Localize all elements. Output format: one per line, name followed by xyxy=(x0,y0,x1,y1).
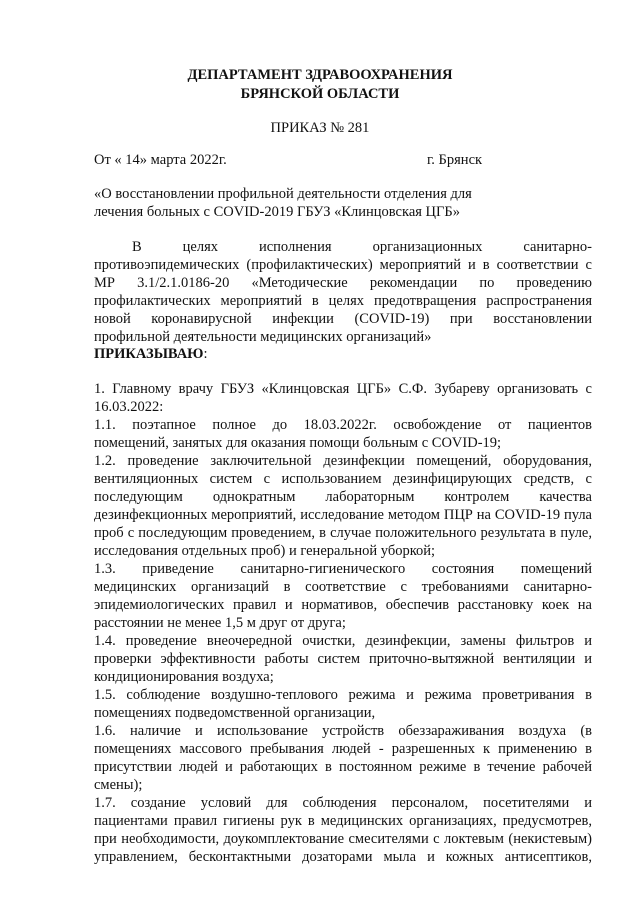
body-line: помещениях массового пребывания людей - разрешенных к применению в xyxy=(94,741,592,757)
subject-line: лечения больных с COVID-2019 ГБУЗ «Клинцовская ЦГБ» xyxy=(94,204,460,220)
body-line: управлением, бесконтактными дозаторами мыла и кожных антисептиков, xyxy=(94,849,592,865)
body-line: проверки эффективности работы систем приточно-вытяжной вентиляции и xyxy=(94,651,592,667)
order-date: От « 14» марта 2022г. xyxy=(94,152,227,168)
body-line: 1.5. соблюдение воздушно-теплового режима и режима проветривания в xyxy=(94,687,592,703)
body-line: медицинских организаций в соответствие с требованиями санитарно- xyxy=(94,579,592,595)
preamble-line: профильной деятельности медицинских организаций» xyxy=(94,329,432,345)
body-line: помещениях подведомственной организации, xyxy=(94,705,376,721)
body-line: исследования отдельных проб) и генеральной уборкой; xyxy=(94,543,436,559)
body-line: дезинфекционных мероприятий, исследование методом ПЦР на COVID-19 пула xyxy=(94,507,592,523)
body-line: присутствии людей и работающих в постоянном режиме в течение рабочей xyxy=(94,759,592,775)
body-line: 1.4. проведение внеочередной очистки, дезинфекции, замены фильтров и xyxy=(94,633,592,649)
department-title-line1: ДЕПАРТАМЕНТ ЗДРАВООХРАНЕНИЯ xyxy=(187,67,453,83)
order-colon: : xyxy=(203,346,208,362)
body-line: вентиляционных систем с использованием дезинфицирующих средств, с xyxy=(94,471,592,487)
order-heading xyxy=(94,345,592,364)
preamble-line: противоэпидемических (профилактических) мероприятий и в соответствии с xyxy=(94,257,592,273)
body-line: 1.7. создание условий для соблюдения персоналом, посетителями и xyxy=(94,795,592,811)
body-line: пациентами правил гигиены рук в медицинских организациях, предусмотрев, xyxy=(94,813,592,829)
preamble-line: МР 3.1/2.1.0186-20 «Методические рекомендации по проведению xyxy=(94,275,592,291)
order-title: ПРИКАЗ № 281 xyxy=(270,120,370,136)
preamble-line: В целях исполнения организационных санитарно- xyxy=(132,239,592,255)
body-line: последующим однократным лабораторным контролем качества xyxy=(94,489,592,505)
body-line: смены); xyxy=(94,777,143,793)
department-title-line2: БРЯНСКОЙ ОБЛАСТИ xyxy=(240,86,400,102)
preamble-line: профилактических мероприятий в целях предотвращения распространения xyxy=(94,293,592,309)
preamble-line: новой коронавирусной инфекции (COVID-19) при восстановлении xyxy=(94,311,592,327)
body-line: расстоянии не менее 1,5 м друг от друга; xyxy=(94,615,346,631)
body-line: 1.3. приведение санитарно-гигиенического состояния помещений xyxy=(94,561,592,577)
body-line: при необходимости, доукомплектование смесителями с локтевым (некистевым) xyxy=(94,831,592,847)
subject-line: «О восстановлении профильной деятельности отделения для xyxy=(94,186,472,202)
body-line: 1.1. поэтапное полное до 18.03.2022г. освобождение от пациентов xyxy=(94,417,592,433)
body-line: 1.2. проведение заключительной дезинфекции помещений, оборудования, xyxy=(94,453,592,469)
body-line: 1.6. наличие и использование устройств обеззараживания воздуха (в xyxy=(94,723,592,739)
body-line: 1. Главному врачу ГБУЗ «Клинцовская ЦГБ» С.Ф. Зубареву организовать с xyxy=(94,381,592,397)
order-word: ПРИКАЗЫВАЮ xyxy=(94,346,204,362)
order-city: г. Брянск xyxy=(427,152,483,168)
body-line: проб с последующим проведением, в случае положительного результата в пуле, xyxy=(94,525,592,541)
body-line: эпидемиологических правил и нормативов, обеспечив расстановку коек на xyxy=(94,597,592,613)
body-line: 16.03.2022: xyxy=(94,399,164,415)
body-line: кондиционирования воздуха; xyxy=(94,669,274,685)
body-line: помещений, занятых для оказания помощи больным с COVID-19; xyxy=(94,435,502,451)
